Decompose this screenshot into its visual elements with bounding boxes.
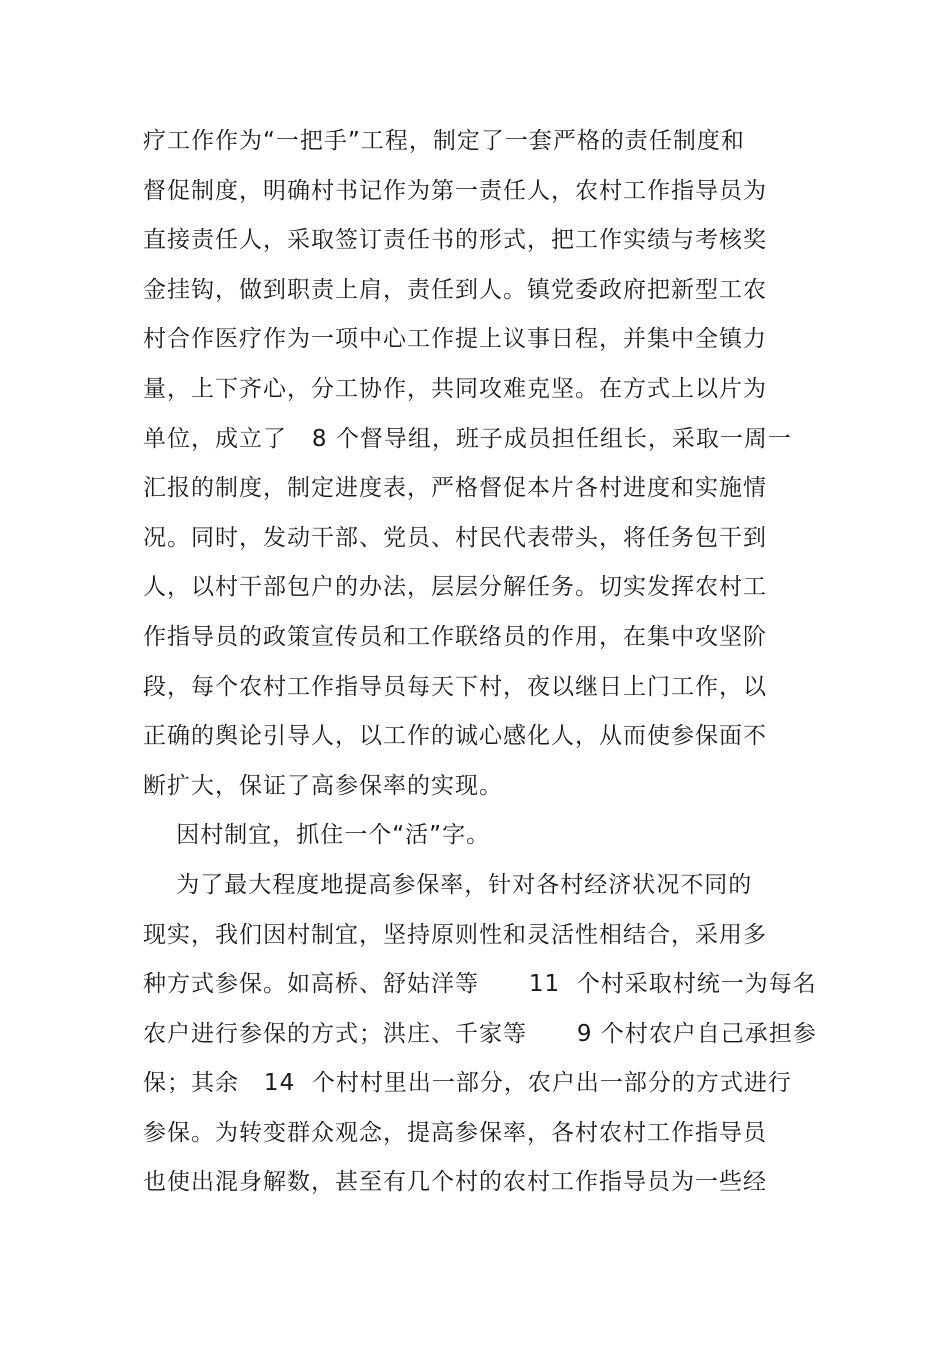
text-line: 也使出混身解数，甚至有几个村的农村工作指导员为一些经 [143,1169,767,1196]
text-line: 人，以村干部包户的办法，层层分解任务。切实发挥农村工 [143,574,767,601]
text-line: 保；其余 14 个村村里出一部分，农户出一部分的方式进行 [143,1070,792,1097]
section-heading: 因村制宜，抓住一个“活”字。 [143,822,491,849]
text-line: 作指导员的政策宣传员和工作联络员的作用，在集中攻坚阶 [143,623,767,650]
text-line: 种方式参保。如高桥、舒姑洋等 11 个村采取村统一为每名 [143,971,817,998]
text-line: 参保。为转变群众观念，提高参保率，各村农村工作指导员 [143,1119,767,1146]
body-text [143,117,823,1208]
text-line: 村合作医疗作为一项中心工作提上议事日程，并集中全镇力 [143,326,767,353]
text-line: 量，上下齐心，分工协作，共同攻难克坚。在方式上以片为 [143,375,767,402]
text-line: 段，每个农村工作指导员每天下村，夜以继日上门工作，以 [143,673,767,700]
text-line: 况。同时，发动干部、党员、村民代表带头，将任务包干到 [143,524,767,551]
text-line: 断扩大，保证了高参保率的实现。 [143,772,503,799]
text-line: 单位，成立了 8 个督导组，班子成员担任组长，采取一周一 [143,425,792,452]
text-line: 农户进行参保的方式；洪庄、千家等 9 个村农户自己承担参 [143,1020,817,1047]
text-line: 汇报的制度，制定进度表，严格督促本片各村进度和实施情 [143,475,767,502]
text-line: 直接责任人，采取签订责任书的形式，把工作实绩与考核奖 [143,227,767,254]
text-line: 现实，我们因村制宜，坚持原则性和灵活性相结合，采用多 [143,921,767,948]
text-line: 为了最大程度地提高参保率，针对各村经济状况不同的 [143,871,753,898]
text-line: 疗工作作为“一把手”工程，制定了一套严格的责任制度和 [143,128,745,154]
text-line: 正确的舆论引导人，以工作的诚心感化人，从而使参保面不 [143,723,767,750]
text-line: 督促制度，明确村书记作为第一责任人，农村工作指导员为 [143,177,767,204]
text-line: 金挂钩，做到职责上肩，责任到人。镇党委政府把新型工农 [143,276,767,303]
